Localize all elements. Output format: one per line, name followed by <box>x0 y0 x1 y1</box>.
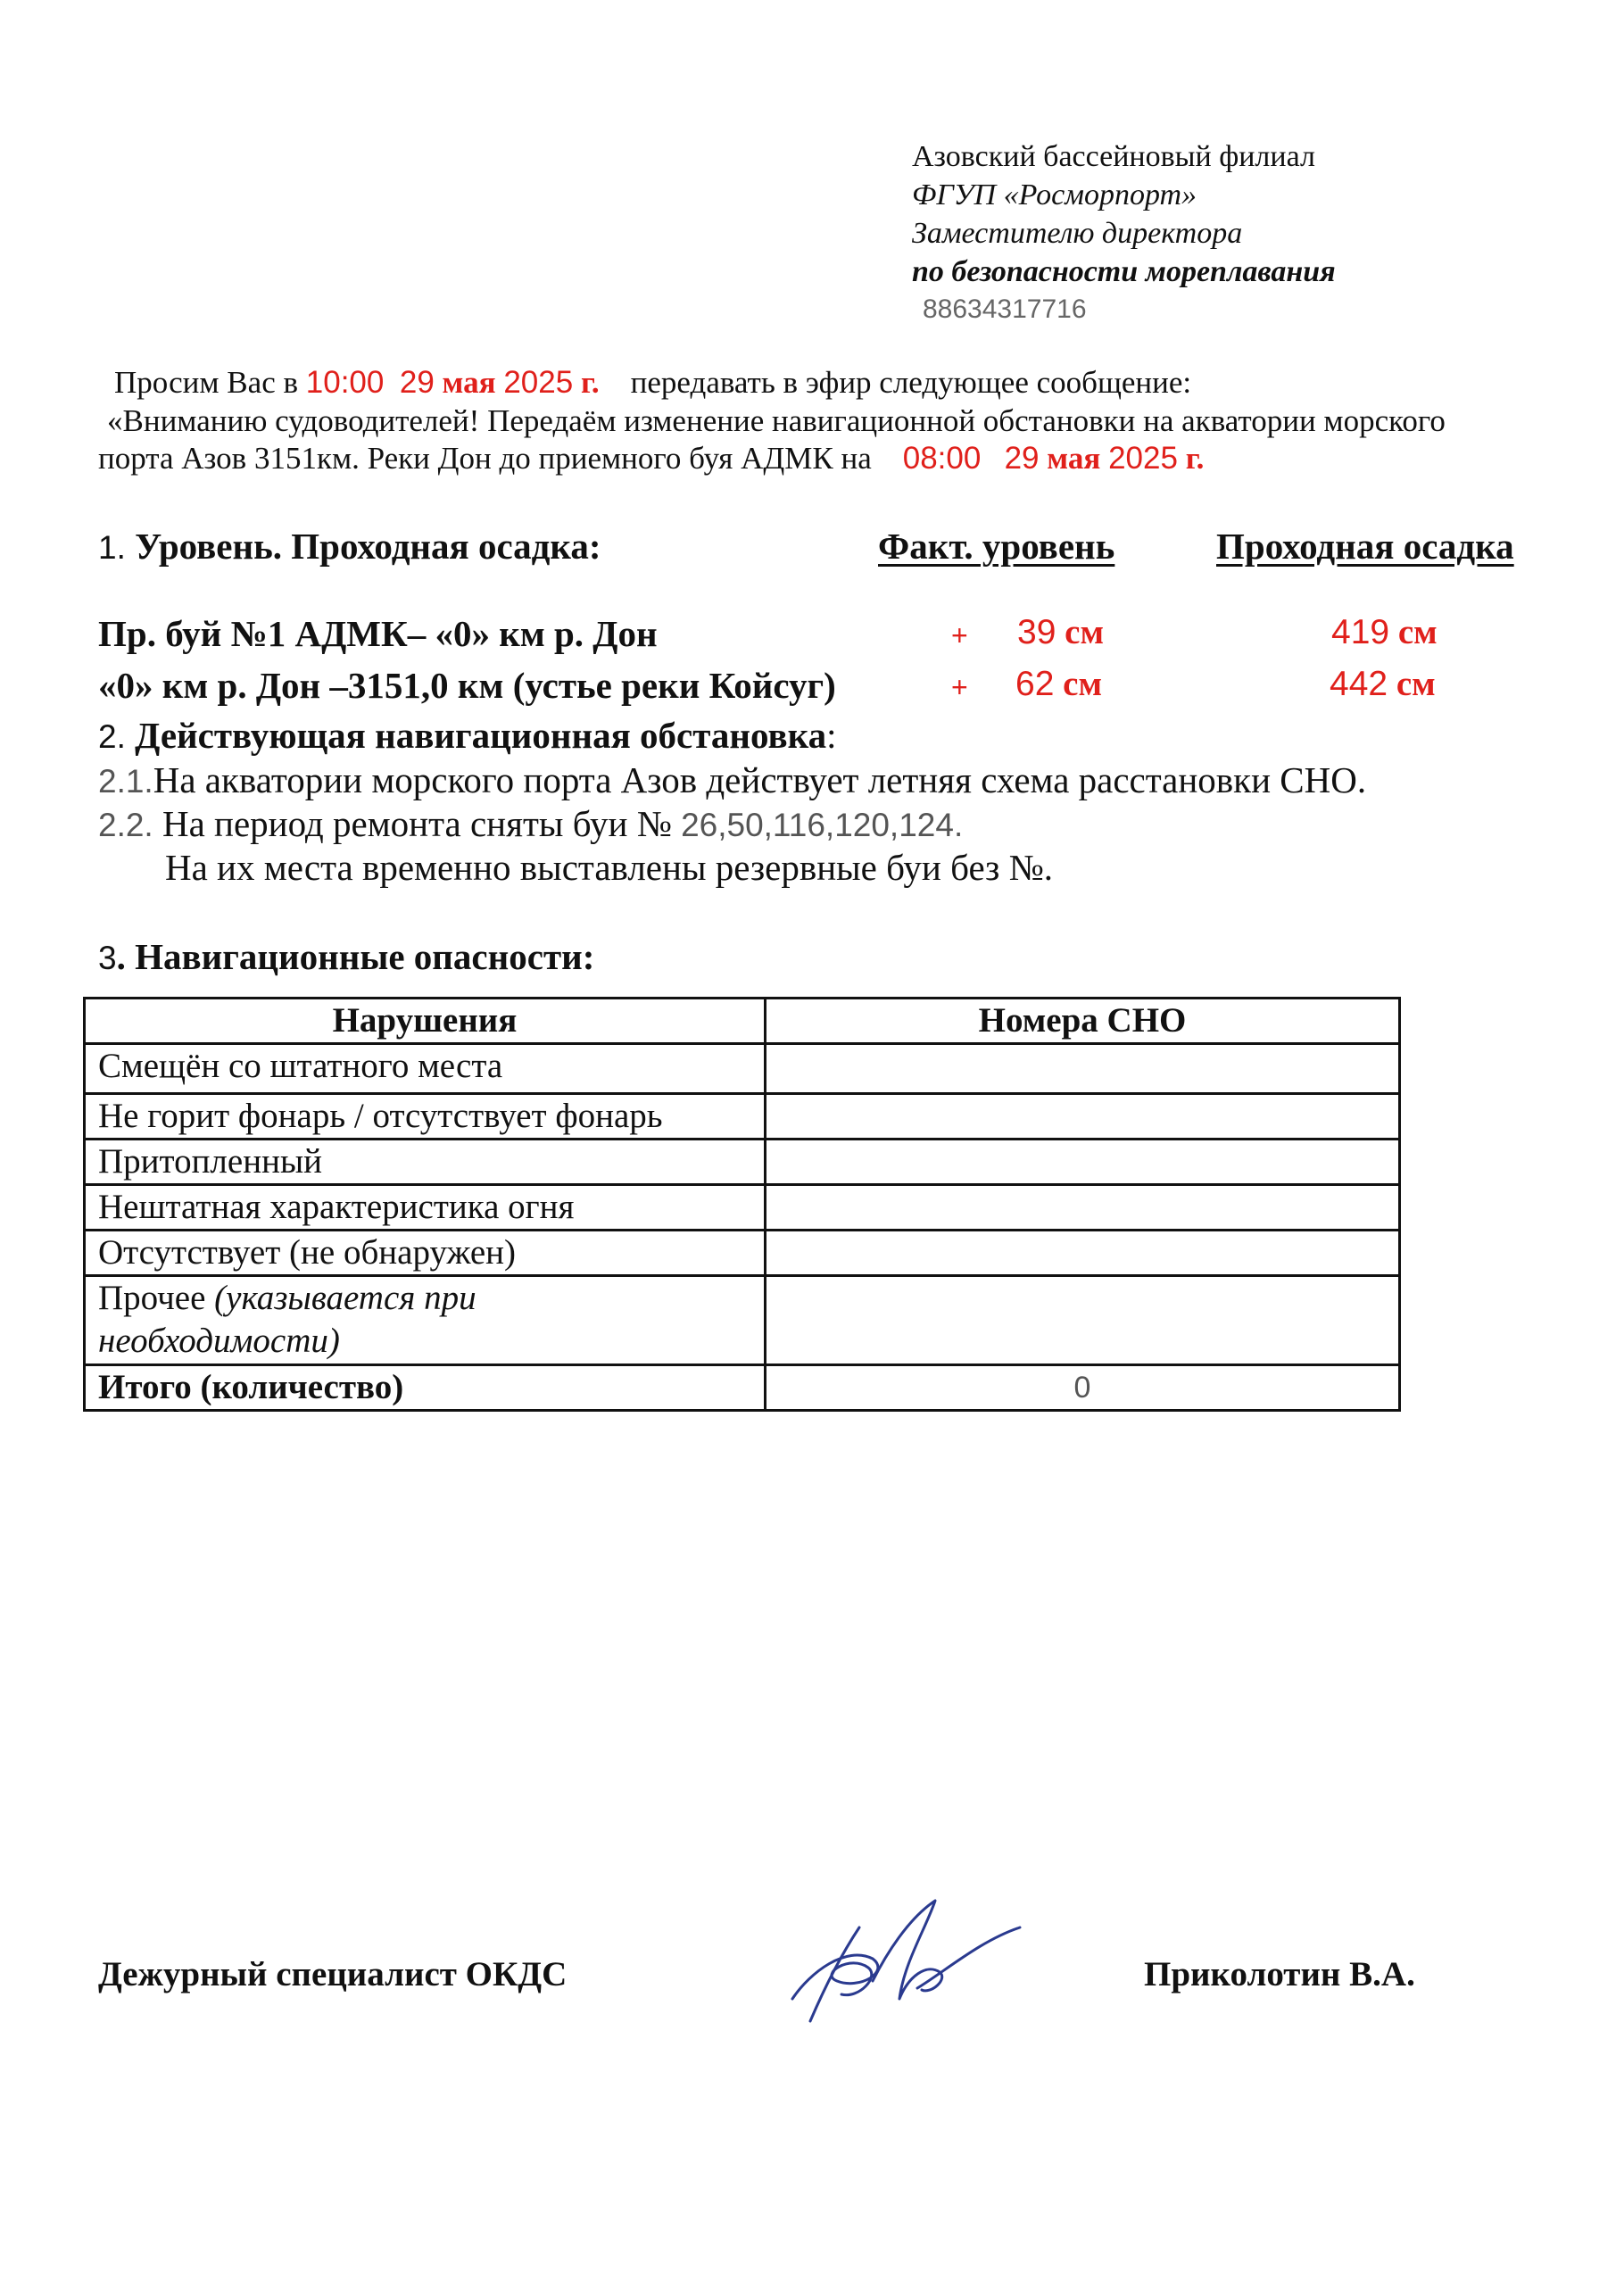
hazards-table <box>83 997 1401 1412</box>
level-row-2-sign: + <box>951 671 968 703</box>
situation-title: Действующая навигационная обстановка <box>135 715 827 756</box>
row-label: Притопленный <box>85 1140 766 1185</box>
request-suffix: передавать в эфир следующее сообщение: <box>630 365 1192 400</box>
situation-item-2-buoys: 26,50,116,120,124. <box>681 807 964 843</box>
addressee-position: Заместителю директора <box>912 217 1243 250</box>
levels-heading <box>98 525 601 568</box>
message-year-suffix: г. <box>1185 441 1205 476</box>
table-header-buoy-numbers: Номера СНО <box>766 999 1400 1044</box>
total-value: 0 <box>766 1365 1400 1411</box>
other-note-line-1: (указывается при <box>214 1279 476 1317</box>
level-row-2-fact-value: 62 <box>1015 665 1055 703</box>
message-time: 08:00 <box>902 441 982 476</box>
column-pass-draft: Проходная осадка <box>1216 526 1514 567</box>
addressee-org: Азовский бассейновый филиал <box>912 140 1315 173</box>
table-row <box>85 1231 1400 1276</box>
column-fact-level: Факт. уровень <box>878 526 1115 567</box>
request-time: 10:00 <box>305 365 385 400</box>
hazards-heading <box>98 935 594 978</box>
situation-item-1-number: 2.1. <box>98 763 153 800</box>
row-value[interactable] <box>766 1044 1400 1094</box>
level-row-1-draft <box>1331 612 1438 652</box>
request-year: 2025 <box>503 365 574 400</box>
level-row-2-draft <box>1330 664 1436 704</box>
level-row-1-name: Пр. буй №1 АДМК– «0» км р. Дон <box>98 613 658 654</box>
level-row-1-sign: + <box>951 619 968 651</box>
table-row <box>85 1094 1400 1140</box>
total-label: Итого (количество) <box>85 1365 766 1411</box>
situation-item-1-text: На акватории морского порта Азов действует летняя схема расстановки СНО. <box>153 759 1367 800</box>
hazards-section-number: 3 <box>98 940 117 976</box>
table-header-violations: Нарушения <box>85 999 766 1044</box>
situation-heading <box>98 714 837 757</box>
row-label: Отсутствует (не обнаружен) <box>85 1231 766 1276</box>
table-row-other <box>85 1276 1400 1365</box>
situation-item-1 <box>98 758 1366 801</box>
addressee-position-detail: по безопасности мореплавания <box>912 255 1336 288</box>
level-row-1-draft-unit: см <box>1397 613 1438 651</box>
other-label: Прочее <box>98 1279 206 1317</box>
situation-item-2 <box>98 802 963 845</box>
table-row <box>85 1185 1400 1231</box>
message-line-1: «Вниманию судоводителей! Передаём изменение навигационной обстановки на акватории морского <box>107 403 1446 438</box>
levels-title: Уровень. Проходная осадка: <box>135 526 601 567</box>
level-row-2-fact-unit: см <box>1063 665 1103 703</box>
situation-colon: : <box>826 715 837 756</box>
table-row <box>85 1044 1400 1094</box>
handwritten-signature <box>775 1892 1024 2039</box>
level-row-2-draft-value: 442 <box>1330 665 1388 703</box>
row-other-value[interactable] <box>766 1276 1400 1365</box>
message-text: порта Азов 3151км. Реки Дон до приемного буя АДМК на <box>98 441 872 476</box>
row-label: Смещён со штатного места <box>85 1044 766 1094</box>
addressee-company: ФГУП «Росморпорт» <box>912 178 1197 211</box>
levels-section-number: 1. <box>98 529 126 566</box>
table-header-row <box>85 999 1400 1044</box>
message-line-2 <box>98 441 1204 477</box>
row-value[interactable] <box>766 1094 1400 1140</box>
request-month: мая <box>442 365 496 400</box>
request-prefix: Просим Вас в <box>114 365 299 400</box>
situation-section-number: 2. <box>98 718 126 755</box>
row-label: Нештатная характеристика огня <box>85 1185 766 1231</box>
row-other-label <box>85 1276 766 1365</box>
message-day: 29 <box>1004 441 1040 476</box>
signer-name: Приколотин В.А. <box>1144 1955 1415 1993</box>
table-total-row <box>85 1365 1400 1411</box>
level-row-2-fact <box>1015 664 1102 704</box>
situation-item-2-text: На период ремонта сняты буи № <box>162 803 672 844</box>
request-year-suffix: г. <box>580 365 600 400</box>
row-value[interactable] <box>766 1140 1400 1185</box>
level-row-2-draft-unit: см <box>1396 665 1436 703</box>
level-row-1-fact <box>1017 612 1104 652</box>
signer-position: Дежурный специалист ОКДС <box>98 1955 568 1993</box>
other-note-line-2: необходимости) <box>98 1322 340 1360</box>
hazards-title: . Навигационные опасности: <box>116 936 595 977</box>
message-year: 2025 <box>1108 441 1178 476</box>
situation-item-2-number: 2.2. <box>98 807 153 843</box>
addressee-phone: 88634317716 <box>923 294 1087 324</box>
situation-item-2-continued: На их места временно выставлены резервные буи без №. <box>165 847 1053 888</box>
request-line <box>114 365 1191 401</box>
level-row-1-fact-unit: см <box>1065 613 1105 651</box>
signature-scribble <box>775 1892 1024 2035</box>
row-value[interactable] <box>766 1185 1400 1231</box>
level-row-1-draft-value: 419 <box>1331 613 1390 651</box>
row-label: Не горит фонарь / отсутствует фонарь <box>85 1094 766 1140</box>
table-row <box>85 1140 1400 1185</box>
level-row-1-fact-value: 39 <box>1017 613 1056 651</box>
message-month: мая <box>1047 441 1101 476</box>
level-row-2-name: «0» км р. Дон –3151,0 км (устье реки Койсуг) <box>98 665 836 706</box>
row-value[interactable] <box>766 1231 1400 1276</box>
request-day: 29 <box>399 365 435 400</box>
